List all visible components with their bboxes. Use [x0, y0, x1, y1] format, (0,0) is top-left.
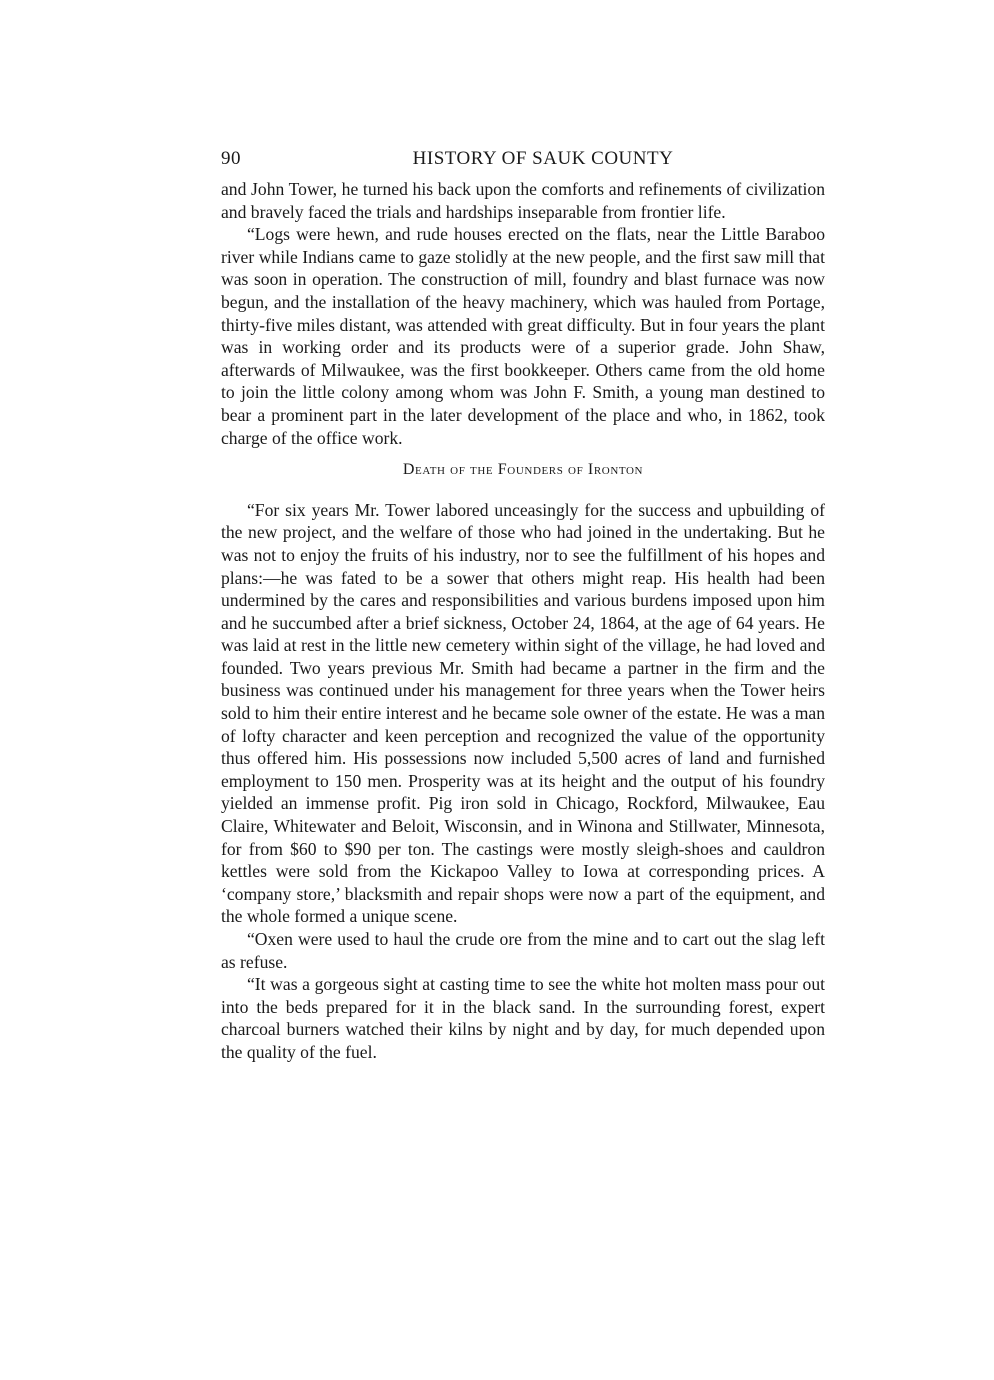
book-page — [221, 148, 825, 1064]
section-heading: Death of the Founders of Ironton — [402, 461, 644, 479]
page-header — [221, 148, 825, 178]
body-text — [221, 178, 825, 1064]
running-head: HISTORY OF SAUK COUNTY — [412, 148, 674, 169]
paragraph: “For six years Mr. Tower labored unceasingly for the success and upbuilding of the new project, and the welfare of those who had joined in the undertaking. But he was not to enjoy the fruits of his industry, nor to see the fulfillment of his hopes and plans:—he was fated to be a sower that others might reap. His health had been undermined by the cares and responsibilities and various burdens imposed upon him and he succumbed after a brief sickness, October 24, 1864, at the age of 64 years. He was laid at rest in the little new cemetery within sight of the village, he had loved and founded. Two years previous Mr. Smith had became a partner in the firm and the business was continued under his management for three years when the Tower heirs sold to him their entire interest and he became sole owner of the estate. He was a man of lofty character and keen perception and recognized the value of the opportunity thus offered him. His possessions now included 5,500 acres of land and furnished employment to 150 men. Prosperity was at its height and the output of his foundry yielded an immense profit. Pig iron sold in Chicago, Rockford, Milwaukee, Eau Claire, Whitewater and Beloit, Wisconsin, and in Winona and Stillwater, Minnesota, for from $60 to $90 per ton. The castings were mostly sleigh-shoes and cauldron kettles were sold from the Kickapoo Valley to Iowa at corresponding prices. A ‘company store,’ blacksmith and repair shops were now a part of the equipment, and the whole formed a unique scene. — [221, 499, 825, 927]
paragraph: “Logs were hewn, and rude houses erected on the flats, near the Little Baraboo river while Indians came to gaze stolidly at the new people, and the first saw mill that was soon in operation. The construction of mill, foundry and blast furnace was now begun, and the installation of the heavy machinery, which was hauled from Portage, thirty-five miles distant, was attended with great difficulty. But in four years the plant was in working order and its products were of a superior grade. John Shaw, afterwards of Milwaukee, was the first bookkeeper. Others came from the old home to join the little colony among whom was John F. Smith, a young man destined to bear a prominent part in the later development of the place and who, in 1862, took charge of the office work. — [221, 224, 825, 448]
page-number: 90 — [221, 148, 241, 169]
paragraph: and John Tower, he turned his back upon the comforts and refinements of civilization and bravely faced the trials and hardships inseparable from frontier life. — [221, 179, 825, 222]
paragraph: “It was a gorgeous sight at casting time to see the white hot molten mass pour out into the beds prepared for it in the black sand. In the surrounding forest, expert charcoal burners watched their kilns by night and by day, for much depended upon the quality of the fuel. — [221, 974, 825, 1062]
paragraph: “Oxen were used to haul the crude ore from the mine and to cart out the slag left as refuse. — [221, 929, 825, 972]
